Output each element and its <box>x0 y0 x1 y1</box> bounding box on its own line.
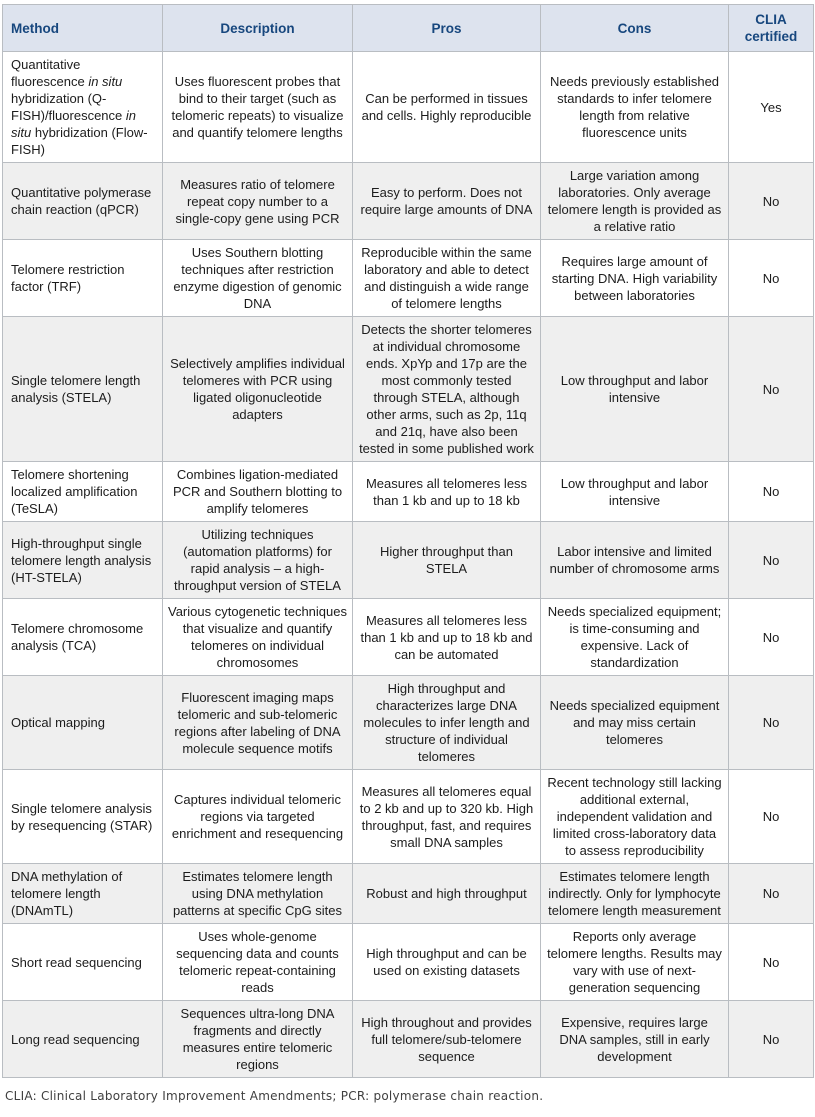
column-header-clia-certified: CLIA certified <box>729 5 814 52</box>
method-text: Single telomere length analysis (STELA) <box>11 373 141 405</box>
pros-cell: Detects the shorter telomeres at individual chromosome ends. XpYp and 17p are the most commonly tested through STELA, although other arms, such as 2p, 11q and 21q, have also been tested in some published work <box>353 317 541 462</box>
method-text-italic: in situ <box>11 108 136 140</box>
method-text: DNA methylation of telomere length (DNAmTL) <box>11 869 123 918</box>
table-row <box>3 462 814 522</box>
pros-cell: High throughput and characterizes large DNA molecules to infer length and structure of individual telomeres <box>353 676 541 770</box>
table-row <box>3 864 814 924</box>
description-cell: Sequences ultra-long DNA fragments and directly measures entire telomeric regions <box>163 1001 353 1078</box>
pros-cell: Measures all telomeres equal to 2 kb and up to 320 kb. High throughput, fast, and requires small DNA samples <box>353 770 541 864</box>
method-text: Quantitative polymerase chain reaction (qPCR) <box>11 185 152 217</box>
clia-certified-cell: No <box>729 163 814 240</box>
table-header <box>3 5 814 52</box>
table-row <box>3 163 814 240</box>
method-cell <box>3 52 163 163</box>
pros-cell: Measures all telomeres less than 1 kb and up to 18 kb <box>353 462 541 522</box>
description-cell: Fluorescent imaging maps telomeric and sub-telomeric regions after labeling of DNA molecule sequence motifs <box>163 676 353 770</box>
description-cell: Measures ratio of telomere repeat copy number to a single-copy gene using PCR <box>163 163 353 240</box>
method-cell <box>3 599 163 676</box>
cons-cell: Expensive, requires large DNA samples, still in early development <box>541 1001 729 1078</box>
method-cell <box>3 676 163 770</box>
description-cell: Selectively amplifies individual telomeres with PCR using ligated oligonucleotide adapters <box>163 317 353 462</box>
clia-certified-cell: No <box>729 462 814 522</box>
clia-certified-cell: No <box>729 770 814 864</box>
cons-cell: Labor intensive and limited number of chromosome arms <box>541 522 729 599</box>
clia-certified-cell: No <box>729 317 814 462</box>
pros-cell: Measures all telomeres less than 1 kb and up to 18 kb and can be automated <box>353 599 541 676</box>
description-cell: Combines ligation-mediated PCR and Southern blotting to amplify telomeres <box>163 462 353 522</box>
method-text-italic: in situ <box>88 74 123 89</box>
table-row <box>3 770 814 864</box>
method-text: Long read sequencing <box>11 1031 140 1047</box>
clia-certified-cell: No <box>729 924 814 1001</box>
method-cell <box>3 770 163 864</box>
header-row <box>3 5 814 52</box>
clia-certified-cell: No <box>729 1001 814 1078</box>
cons-cell: Needs previously established standards to infer telomere length from relative fluorescence units <box>541 52 729 163</box>
method-cell <box>3 864 163 924</box>
cons-cell: Needs specialized equipment; is time-consuming and expensive. Lack of standardization <box>541 599 729 676</box>
table-footnote: CLIA: Clinical Laboratory Improvement Amendments; PCR: polymerase chain reaction. <box>5 1089 544 1103</box>
pros-cell: Higher throughput than STELA <box>353 522 541 599</box>
method-text: Quantitative fluorescence <box>11 57 89 89</box>
cons-cell: Recent technology still lacking additional external, independent validation and limited cross-laboratory data to assess reproducibility <box>541 770 729 864</box>
column-header-description: Description <box>163 5 353 52</box>
cons-cell: Large variation among laboratories. Only average telomere length is provided as a relative ratio <box>541 163 729 240</box>
method-cell <box>3 317 163 462</box>
table-row <box>3 317 814 462</box>
method-cell <box>3 163 163 240</box>
table-row <box>3 676 814 770</box>
clia-certified-cell: No <box>729 522 814 599</box>
method-cell <box>3 924 163 1001</box>
method-text: Single telomere analysis by resequencing (STAR) <box>11 800 153 833</box>
description-cell: Uses whole-genome sequencing data and counts telomeric repeat-containing reads <box>163 924 353 1001</box>
table-row <box>3 522 814 599</box>
clia-certified-cell: No <box>729 240 814 317</box>
method-text: Telomere chromosome analysis (TCA) <box>11 621 144 653</box>
cons-cell: Low throughput and labor intensive <box>541 317 729 462</box>
method-text: Telomere shortening localized amplification (TeSLA) <box>11 467 138 516</box>
cons-cell: Low throughput and labor intensive <box>541 462 729 522</box>
cons-cell: Needs specialized equipment and may miss certain telomeres <box>541 676 729 770</box>
pros-cell: Easy to perform. Does not require large amounts of DNA <box>353 163 541 240</box>
description-cell: Captures individual telomeric regions via targeted enrichment and resequencing <box>163 770 353 864</box>
pros-cell: Reproducible within the same laboratory and able to detect and distinguish a wide range of telomere lengths <box>353 240 541 317</box>
cons-cell: Requires large amount of starting DNA. High variability between laboratories <box>541 240 729 317</box>
method-text: hybridization (Q-FISH)/fluorescence <box>11 91 126 123</box>
table-row <box>3 52 814 163</box>
cons-cell: Estimates telomere length indirectly. Only for lymphocyte telomere length measurement <box>541 864 729 924</box>
clia-certified-cell: No <box>729 599 814 676</box>
description-cell: Various cytogenetic techniques that visualize and quantify telomeres on individual chromosomes <box>163 599 353 676</box>
method-text: Short read sequencing <box>11 954 142 970</box>
pros-cell: Can be performed in tissues and cells. Highly reproducible <box>353 52 541 163</box>
method-cell <box>3 522 163 599</box>
column-header-cons: Cons <box>541 5 729 52</box>
table-body <box>3 52 814 1078</box>
pros-cell: Robust and high throughput <box>353 864 541 924</box>
table-row <box>3 924 814 1001</box>
column-header-pros: Pros <box>353 5 541 52</box>
method-cell <box>3 1001 163 1078</box>
table-row <box>3 1001 814 1078</box>
method-text: Telomere restriction factor (TRF) <box>11 262 125 294</box>
telomere-methods-table <box>2 4 814 1078</box>
table-row <box>3 240 814 317</box>
description-cell: Estimates telomere length using DNA methylation patterns at specific CpG sites <box>163 864 353 924</box>
cons-cell: Reports only average telomere lengths. Results may vary with use of next-generation sequencing <box>541 924 729 1001</box>
method-text: Optical mapping <box>11 715 105 730</box>
pros-cell: High throughput and can be used on existing datasets <box>353 924 541 1001</box>
method-text: High-throughput single telomere length analysis (HT-STELA) <box>11 535 152 585</box>
method-text: hybridization (Flow-FISH) <box>11 125 148 157</box>
description-cell: Utilizing techniques (automation platforms) for rapid analysis – a high-throughput version of STELA <box>163 522 353 599</box>
method-cell <box>3 462 163 522</box>
pros-cell: High throughout and provides full telomere/sub-telomere sequence <box>353 1001 541 1078</box>
column-header-method: Method <box>3 5 163 52</box>
clia-certified-cell: No <box>729 676 814 770</box>
description-cell: Uses Southern blotting techniques after restriction enzyme digestion of genomic DNA <box>163 240 353 317</box>
description-cell: Uses fluorescent probes that bind to their target (such as telomeric repeats) to visualize and quantify telomere lengths <box>163 52 353 163</box>
table-row <box>3 599 814 676</box>
clia-certified-cell: No <box>729 864 814 924</box>
method-cell <box>3 240 163 317</box>
clia-certified-cell: Yes <box>729 52 814 163</box>
